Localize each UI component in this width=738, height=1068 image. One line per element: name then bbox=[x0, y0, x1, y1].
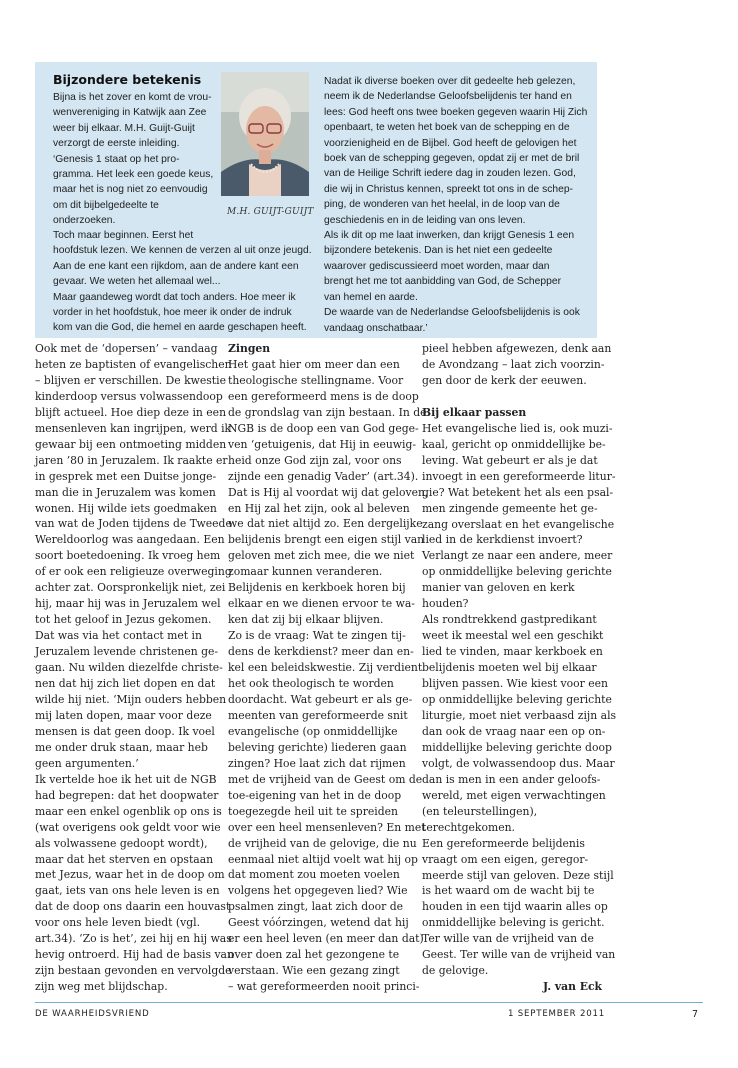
sidebar-text-line: neem ik de Nederlandse Geloofsbelijdenis ter hand en bbox=[324, 91, 572, 103]
article-text-line: er een heel leven (en meer dan dat) bbox=[228, 932, 424, 946]
article-text-line: Belijdenis en kerkboek horen bij bbox=[228, 581, 406, 595]
article-text-line: gaan. Nu wilden diezelfde christe- bbox=[35, 661, 223, 675]
article-text-line: van wat de Joden tijdens de Tweede bbox=[35, 517, 232, 531]
article-text-line: zomaar kunnen veranderen. bbox=[228, 565, 383, 579]
sidebar-text-line: gevaar. We weten het allemaal wel... bbox=[53, 276, 221, 288]
sidebar-text-line: De waarde van de Nederlandse Geloofsbelijdenis is ook bbox=[324, 307, 580, 319]
article-text-line: elkaar en we dienen ervoor te wa- bbox=[228, 597, 415, 611]
sidebar-text-line: vorder in het hoofdstuk, hoe meer ik onder de indruk bbox=[53, 307, 292, 319]
article-text-line: meenten van gereformeerde snit bbox=[228, 708, 408, 722]
article-text-line: de grondslag van zijn bestaan. In de bbox=[228, 405, 427, 419]
article-text-line: toegezegde heil uit te spreiden bbox=[228, 804, 398, 818]
article-text-line: kinderdoop versus volwassendoop bbox=[35, 389, 223, 403]
article-text-line: maar een enkel ogenblik op ons is bbox=[35, 804, 222, 818]
article-column-2 bbox=[228, 341, 429, 995]
article-text-line: doordacht. Wat gebeurt er als ge- bbox=[228, 692, 413, 706]
article-text-line: zijn weg met blijdschap. bbox=[35, 980, 168, 994]
article-column-3 bbox=[422, 341, 617, 995]
article-text-line: manier van geloven en kerk bbox=[422, 581, 575, 595]
article-text-line: jaren ’80 in Jeruzalem. Ik raakte er bbox=[35, 453, 228, 467]
article-text-line: zang overslaat en het evangelische bbox=[422, 517, 615, 531]
article-text-line: psalmen zingt, laat zich door de bbox=[228, 900, 404, 914]
article-text-line: Het gaat hier om meer dan een bbox=[228, 357, 400, 371]
article-text-line: wilde hij niet. ‘Mijn ouders hebben bbox=[35, 692, 227, 706]
article-text-line: Ik vertelde hoe ik het uit de NGB bbox=[35, 772, 217, 786]
article-text-line: over een heel mensenleven? En met bbox=[228, 820, 426, 834]
article-text-line: gie? Wat betekent het als een psal- bbox=[422, 485, 614, 499]
article-column-1 bbox=[35, 341, 234, 995]
article-text-line: dens de kerkdienst? meer dan en- bbox=[228, 645, 414, 659]
article-text-line: in gesprek met een Duitse jonge- bbox=[35, 469, 217, 483]
sidebar-text-line: Aan de ene kant een rijkdom, aan de andere kant een bbox=[53, 260, 299, 272]
article-text-line: ven ‘getuigenis, dat Hij in eeuwig- bbox=[228, 437, 417, 451]
article-text-line: hij, maar hij was in Jeruzalem wel bbox=[35, 597, 221, 611]
article-text-line: – wat gereformeerden nooit princi- bbox=[228, 980, 420, 994]
article-text-line: zijnde een genadig Vader’ (art.34). bbox=[228, 469, 419, 483]
article-text-line: NGB is de doop een van God gege- bbox=[228, 421, 419, 435]
sidebar-text-line: om dit bijbelgedeelte te bbox=[53, 199, 159, 211]
article-text-line: de gelovige. bbox=[422, 964, 489, 978]
sidebar-left-text bbox=[53, 90, 249, 229]
sidebar-text-line: maar het is nog niet zo eenvoudig bbox=[53, 184, 208, 196]
article-text-line: geen argumenten.’ bbox=[35, 756, 139, 770]
article-text-line: meerde stijl van geloven. Deze stijl bbox=[422, 868, 614, 882]
article-text-line: Dat is Hij al voordat wij dat geloven, bbox=[228, 485, 429, 499]
article-text-line: we dat niet altijd zo. Een dergelijke bbox=[228, 517, 423, 531]
article-text-line: volgens het opgegeven lied? Wie bbox=[228, 884, 408, 898]
article-text-line: blijft actueel. Hoe diep deze in een bbox=[35, 405, 227, 419]
article-text-line: beleving gerichte) liederen gaan bbox=[228, 740, 407, 754]
sidebar-right-text bbox=[324, 74, 586, 336]
article-text-line: houden? bbox=[422, 597, 469, 611]
article-text-line: leving. Wat gebeurt er als je dat bbox=[422, 453, 598, 467]
article-text-line: (en teleurstellingen), bbox=[422, 804, 538, 818]
section-heading-bij-elkaar-passen: Bij elkaar passen bbox=[422, 405, 527, 419]
article-text-line: Als rondtrekkend gastpredikant bbox=[422, 613, 597, 627]
article-text-line: voor ons hele leven biedt (vgl. bbox=[35, 916, 201, 930]
sidebar-text-line: hoofdstuk lezen. We kennen de verzen al uit onze jeugd. bbox=[53, 245, 312, 257]
article-text-line: – blijven er verschillen. De kwestie bbox=[35, 373, 226, 387]
article-text-line: Verlangt ze naar een andere, meer bbox=[422, 549, 613, 563]
sidebar-text-line: Maar gaandeweg wordt dat toch anders. Hoe meer ik bbox=[53, 291, 296, 303]
article-text-line: volgt, de volwassendoop dus. Maar bbox=[422, 756, 615, 770]
article-text-line: belijdenis moeten wel bij elkaar bbox=[422, 661, 597, 675]
article-text-line: middellijke beleving gerichte doop bbox=[422, 740, 612, 754]
article-text-line: Dat was via het contact met in bbox=[35, 629, 202, 643]
section-heading-zingen: Zingen bbox=[228, 342, 271, 355]
sidebar-left-text-continued bbox=[53, 228, 343, 336]
article-text-line: houden in een tijd waarin alles op bbox=[422, 900, 608, 914]
article-text-line: toe-eigening van het in de doop bbox=[228, 788, 402, 802]
sidebar-text-line: wenvereniging in Katwijk aan Zee bbox=[53, 107, 207, 119]
sidebar-text-line: van de Heilige Schrift iedere dag in zouden lezen. God, bbox=[324, 168, 576, 180]
sidebar-text-line: die wij in Christus kennen, spreekt tot ons in de schep- bbox=[324, 183, 573, 195]
article-text-line: met de vrijheid van de Geest om de bbox=[228, 772, 423, 786]
footer-date: 1 SEPTEMBER 2011 bbox=[508, 1009, 606, 1019]
spacer bbox=[422, 389, 602, 405]
article-text-line: Ter wille van de vrijheid van de bbox=[422, 932, 594, 946]
article-text-line: Jeruzalem levende christenen ge- bbox=[35, 645, 219, 659]
article-text-line: over doen zal het gezongene te bbox=[228, 948, 400, 962]
sidebar-text-line: van hemel en aarde. bbox=[324, 291, 418, 303]
sidebar-text-line: Bijna is het zover en komt de vrou- bbox=[53, 92, 212, 103]
sidebar-text-line: Toch maar beginnen. Eerst het bbox=[53, 230, 194, 241]
footer-rule bbox=[35, 1002, 703, 1003]
sidebar-text-line: ping, de wonderen van het heelal, in de loop van de bbox=[324, 199, 560, 211]
article-text-line: achter zat. Oorspronkelijk niet, zei bbox=[35, 581, 226, 595]
article-text-line: man die in Jeruzalem was komen bbox=[35, 485, 216, 499]
article-text-line: had begrepen: dat het doopwater bbox=[35, 788, 219, 802]
article-text-line: of er ook een religieuze overweging bbox=[35, 565, 232, 579]
sidebar-text-line: bijzondere betekenis. Dan is het niet een gedeelte bbox=[324, 245, 553, 257]
article-text-line: soort boetedoening. Ik vroeg hem bbox=[35, 549, 221, 563]
article-text-line: op onmiddellijke beleving gerichte bbox=[422, 565, 612, 579]
sidebar-text-line: Nadat ik diverse boeken over dit gedeelte heb gelezen, bbox=[324, 76, 576, 87]
article-text-line: gewaar bij een ontmoeting midden bbox=[35, 437, 227, 451]
sidebar-text-line: waarover gediscussieerd moet worden, maar dan bbox=[324, 260, 550, 272]
portrait-photo bbox=[221, 72, 309, 196]
article-text-line: terechtgekomen. bbox=[422, 820, 515, 834]
article-text-line: Zo is de vraag: Wat te zingen tij- bbox=[228, 629, 406, 643]
sidebar-title: Bijzondere betekenis bbox=[53, 72, 202, 87]
page-number: 7 bbox=[692, 1009, 699, 1020]
article-text-line: me onder druk staan, maar heb bbox=[35, 740, 208, 754]
article-text-line: nen dat hij zich liet dopen en dat bbox=[35, 677, 216, 691]
article-text-line: de Avondzang – laat zich voorzin- bbox=[422, 357, 605, 371]
sidebar-text-line: openbaart, te weten het boek van de schepping en de bbox=[324, 122, 570, 134]
article-text-line: weet ik meestal wel een geschikt bbox=[422, 629, 604, 643]
article-text-line: dan ook de vraag naar een op on- bbox=[422, 724, 606, 738]
sidebar-text-line: onderzoeken. bbox=[53, 215, 116, 227]
article-text-line: mensen is dat geen doop. Ik voel bbox=[35, 724, 215, 738]
article-text-line: wereld, met eigen verwachtingen bbox=[422, 788, 606, 802]
article-text-line: theologische stellingname. Voor bbox=[228, 373, 404, 387]
article-text-line: kel een beleidskwestie. Zij verdient bbox=[228, 661, 423, 675]
article-text-line: en Hij zal het zijn, ook al beleven bbox=[228, 501, 410, 515]
sidebar-text-line: voorzienigheid en de Bijbel. God heeft de gelovigen het bbox=[324, 137, 577, 149]
article-text-line: de vrijheid van de gelovige, die nu bbox=[228, 836, 417, 850]
article-text-line: blijven passen. Wie kiest voor een bbox=[422, 677, 608, 691]
article-text-line: men zingende gemeente het ge- bbox=[422, 501, 598, 515]
article-text-line: Ook met de ‘dopersen’ – vandaag bbox=[35, 342, 218, 355]
article-text-line: dan is men in een ander geloofs- bbox=[422, 772, 601, 786]
article-text-line: zingen? Hoe laat zich dat rijmen bbox=[228, 756, 406, 770]
sidebar-text-line: gramma. Het leek een goede keus, bbox=[53, 169, 214, 181]
article-text-line: pieel hebben afgewezen, denk aan bbox=[422, 342, 612, 355]
article-text-line: (wat overigens ook geldt voor wie bbox=[35, 820, 221, 834]
article-text-line: belijdenis brengt een eigen stijl van bbox=[228, 533, 425, 547]
article-text-line: een gereformeerd mens is de doop bbox=[228, 389, 419, 403]
article-text-line: mensenleven kan ingrijpen, werd ik bbox=[35, 421, 232, 435]
article-text-line: als volwassene gedoopt wordt), bbox=[35, 836, 208, 850]
article-text-line: dat de doop ons daarin een houvast bbox=[35, 900, 231, 914]
article-text-line: tot het geloof in Jezus gekomen. bbox=[35, 613, 212, 627]
article-text-line: evangelische (op onmiddellijke bbox=[228, 724, 398, 738]
article-text-line: kaal, gericht op onmiddellijke be- bbox=[422, 437, 606, 451]
sidebar-text-line: ‘Genesis 1 staat op het pro- bbox=[53, 153, 180, 165]
article-text-line: Geest. Ter wille van de vrijheid van bbox=[422, 948, 616, 962]
sidebar-text-line: kom van die God, die hemel en aarde geschapen heeft. bbox=[53, 322, 307, 334]
author-signature: J. van Eck bbox=[543, 980, 602, 994]
article-text-line: met Jezus, waar het in de doop om bbox=[35, 868, 225, 882]
article-text-line: wonen. Hij wilde iets goedmaken bbox=[35, 501, 217, 515]
sidebar-text-line: vandaag onschatbaar.’ bbox=[324, 322, 428, 334]
article-text-line: vraagt om een eigen, geregor- bbox=[422, 852, 589, 866]
article-text-line: verstaan. Wie een gezang zingt bbox=[228, 964, 400, 978]
article-text-line: gaat, iets van ons hele leven is en bbox=[35, 884, 220, 898]
article-text-line: heid onze God zijn zal, voor ons bbox=[228, 453, 402, 467]
article-text-line: onmiddellijke beleving is gericht. bbox=[422, 916, 605, 930]
article-text-line: eenmaal niet altijd voelt wat hij op bbox=[228, 852, 418, 866]
article-text-line: is het waard om de wacht bij te bbox=[422, 884, 595, 898]
article-text-line: geloven met zich mee, die we niet bbox=[228, 549, 415, 563]
article-text-line: invoegt in een gereformeerde litur- bbox=[422, 469, 616, 483]
article-text-line: gen door de kerk der eeuwen. bbox=[422, 373, 587, 387]
article-text-line: mij laten dopen, maar voor deze bbox=[35, 708, 212, 722]
footer-publication: DE WAARHEIDSVRIEND bbox=[35, 1009, 150, 1019]
sidebar-text-line: weer bij elkaar. M.H. Guijt-Guijt bbox=[53, 122, 195, 134]
article-text-line: op onmiddellijke beleving gerichte bbox=[422, 693, 612, 707]
article-text-line: dat moment zou moeten voelen bbox=[228, 868, 400, 882]
sidebar-text-line: brengt het me tot aanbidding van God, de Schepper bbox=[324, 276, 561, 288]
article-text-line: art.34). ‘Zo is het’, zei hij en hij was bbox=[35, 932, 232, 946]
sidebar-text-line: lees: God heeft ons twee boeken gegeven waarin Hij Zich bbox=[324, 106, 588, 118]
article-text-line: zijn bestaan gevonden en vervolgde bbox=[35, 964, 232, 978]
article-text-line: hevig ontroerd. Hij had de basis van bbox=[35, 948, 234, 962]
article-text-line: lied te vinden, maar kerkboek en bbox=[422, 645, 603, 659]
article-text-line: Geest vóórzingen, wetend dat hij bbox=[228, 916, 409, 930]
sidebar-box bbox=[35, 62, 597, 338]
sidebar-text-line: Als ik dit op me laat inwerken, dan krijgt Genesis 1 een bbox=[324, 230, 575, 242]
article-text-line: Een gereformeerde belijdenis bbox=[422, 836, 585, 850]
article-text-line: Wereldoorlog was aangedaan. Een bbox=[35, 533, 225, 547]
article-text-line: maar dat het sterven en opstaan bbox=[35, 852, 214, 866]
article-text-line: liturgie, moet niet verbaasd zijn als bbox=[422, 708, 617, 722]
article-text-line: het ook theologisch te worden bbox=[228, 677, 394, 691]
article-text-line: heten ze baptisten of evangelischen bbox=[35, 357, 232, 371]
article-text-line: Het evangelische lied is, ook muzi- bbox=[422, 421, 613, 435]
article-text-line: lied in de kerkdienst invoert? bbox=[422, 533, 583, 547]
sidebar-text-line: geschiedenis en in de leiding van ons leven. bbox=[324, 214, 526, 226]
sidebar-text-line: boek van de schepping gegeven, opdat zij er met de bril bbox=[324, 153, 580, 165]
article-text-line: ken dat zij bij elkaar blijven. bbox=[228, 613, 384, 627]
photo-caption: M.H. GUIJT-GUIJT bbox=[227, 207, 314, 217]
sidebar-text-line: verzorgt de eerste inleiding. bbox=[53, 138, 180, 150]
